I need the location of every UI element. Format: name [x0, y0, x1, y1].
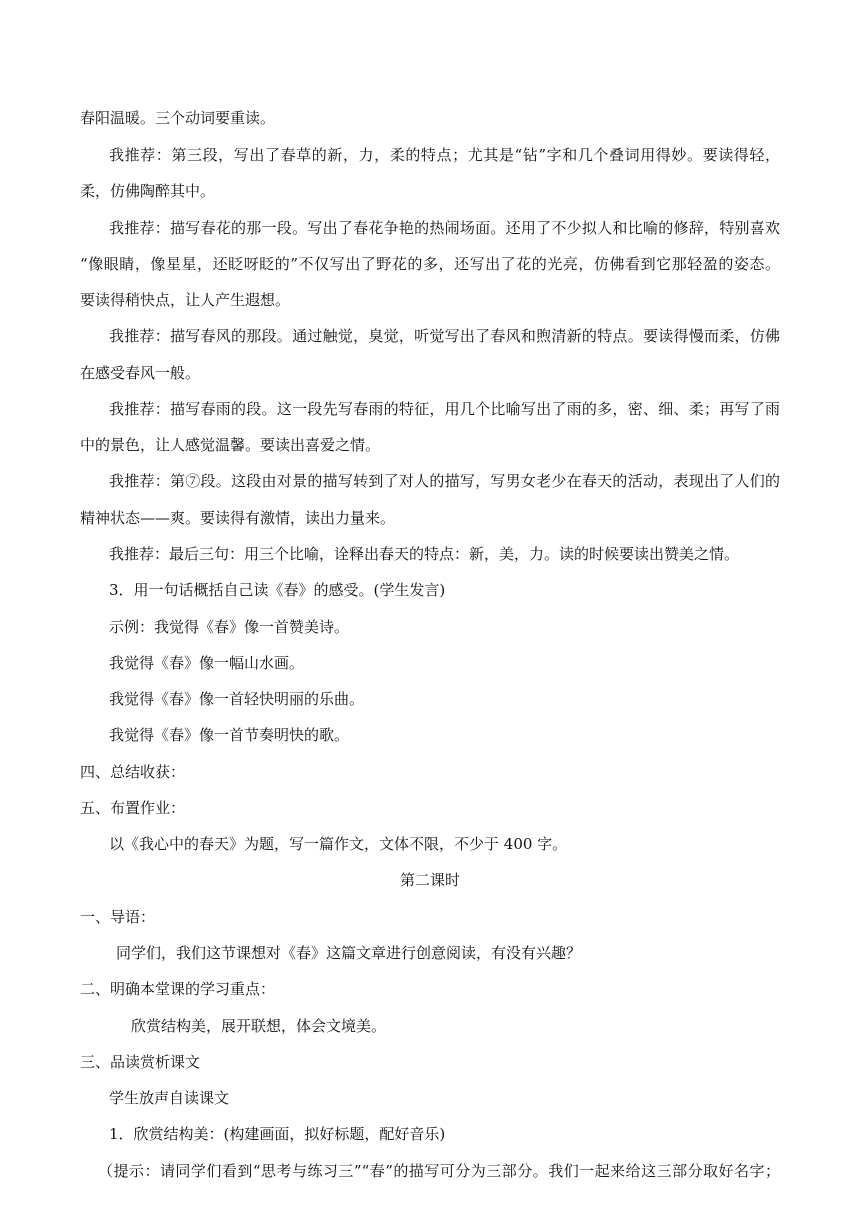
text-line: 以《我心中的春天》为题，写一篇作文，文体不限，不少于 400 字。 — [109, 835, 568, 853]
text-line: 我推荐：描写春雨的段。这一段先写春雨的特征，用几个比喻写出了雨的多，密、细、柔；再写了雨 — [109, 400, 780, 418]
text-line: 欣赏结构美，展开联想，体会文境美。 — [131, 1017, 387, 1035]
section-heading: 五、布置作业： — [80, 799, 186, 817]
text-line: 要读得稍快点，让人产生遐想。 — [80, 291, 291, 309]
text-line: “像眼睛，像星星，还眨呀眨的”不仅写出了野花的多，还写出了花的光亮，仿佛看到它那轻盈的姿态。 — [80, 255, 780, 273]
text-line: 示例：我觉得《春》像一首赞美诗。 — [109, 618, 350, 636]
text-line: 我觉得《春》像一首节奏明快的歌。 — [109, 726, 350, 744]
text-line: 3．用一句话概括自己读《春》的感受。(学生发言) — [109, 581, 446, 599]
text-line: 我推荐：描写春风的那段。通过触觉，臭觉，听觉写出了春风和煦清新的特点。要读得慢而柔，仿佛 — [109, 327, 780, 345]
text-line: 我推荐：描写春花的那一段。写出了春花争艳的热闹场面。还用了不少拟人和比喻的修辞，特别喜欢 — [109, 219, 780, 237]
text-line: 我觉得《春》像一幅山水画。 — [109, 654, 305, 672]
text-line: 学生放声自读课文 — [109, 1089, 230, 1107]
section-heading: 四、总结收获： — [80, 763, 186, 781]
text-line: 我推荐：第⑦段。这段由对景的描写转到了对人的描写，写男女老少在春天的活动，表现出了人们的 — [109, 472, 780, 490]
text-line: 同学们，我们这节课想对《春》这篇文章进行创意阅读，有没有兴趣？ — [116, 944, 582, 962]
lesson-title: 第二课时 — [399, 871, 460, 889]
text-line: 中的景色，让人感觉温馨。要读出喜爱之情。 — [80, 436, 381, 454]
text-line: 春阳温暖。三个动词要重读。 — [80, 109, 276, 127]
text-line: 我推荐：第三段，写出了春草的新，力，柔的特点；尤其是“钻”字和几个叠词用得妙。要读得轻， — [109, 146, 780, 164]
text-line: 在感受春风一般。 — [80, 364, 201, 382]
text-line: 我觉得《春》像一首轻快明丽的乐曲。 — [109, 690, 365, 708]
text-line: （提示：请同学们看到“思考与练习三”“春”的描写可分为三部分。我们一起来给这三部分取好名字； — [98, 1162, 780, 1180]
section-heading: 二、明确本堂课的学习重点： — [80, 980, 276, 998]
text-line: 我推荐：最后三句：用三个比喻，诠释出春天的特点：新，美，力。读的时候要读出赞美之情。 — [109, 545, 740, 563]
text-line: 精神状态——爽。要读得有激情，读出力量来。 — [80, 509, 396, 527]
section-heading: 三、品读赏析课文 — [80, 1053, 201, 1071]
text-line: 柔，仿佛陶醉其中。 — [80, 182, 216, 200]
section-heading: 一、导语： — [80, 908, 156, 926]
text-line: 1．欣赏结构美：(构建画面，拟好标题，配好音乐) — [109, 1125, 446, 1143]
